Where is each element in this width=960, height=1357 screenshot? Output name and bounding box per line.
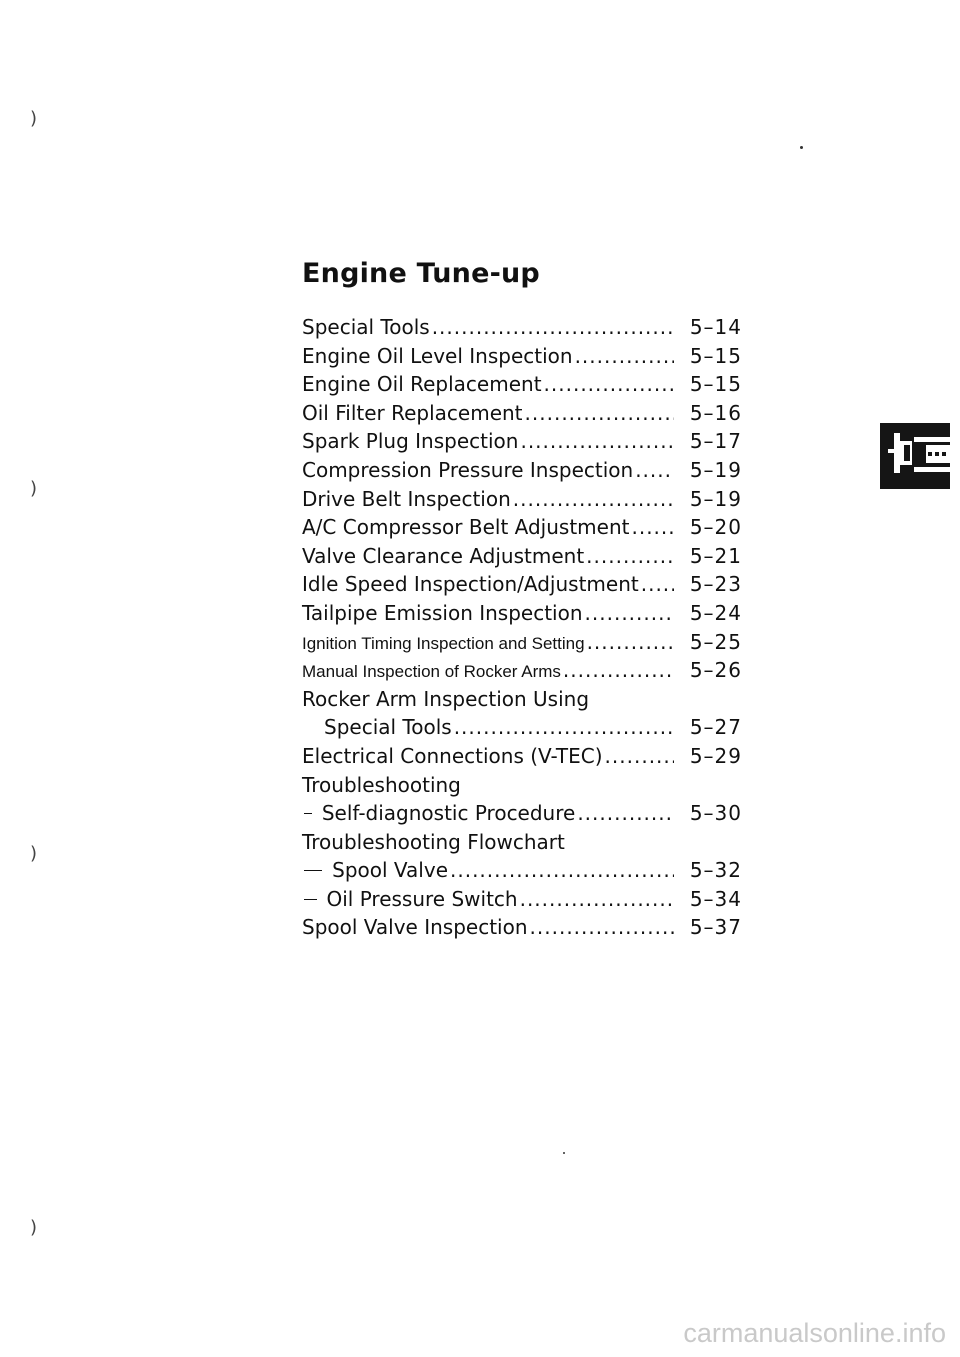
toc-leader: [563, 656, 674, 685]
speck: [800, 146, 803, 149]
toc-leader: [432, 313, 674, 342]
toc-entry-label: Idle Speed Inspection/Adjustment: [302, 572, 639, 597]
toc-leader: [454, 713, 674, 742]
toc-entry-label: A/C Compressor Belt Adjustment: [302, 515, 630, 540]
toc-group-heading: [302, 685, 742, 714]
toc-leader: [577, 799, 674, 828]
binding-mark: ): [30, 1217, 38, 1238]
toc-entry[interactable]: [302, 370, 742, 399]
toc-entry-label: Self-diagnostic Procedure: [321, 801, 576, 826]
toc-leader: [641, 570, 674, 599]
toc-entry-label: Manual Inspection of Rocker Arms: [302, 662, 561, 682]
toc-leader: [520, 427, 674, 456]
toc-leader: [635, 456, 674, 485]
toc-entry-label: Tailpipe Emission Inspection: [302, 600, 583, 625]
toc-entry[interactable]: [302, 542, 742, 571]
toc-leader: [605, 742, 674, 771]
toc-leader: [450, 856, 674, 885]
toc-entry-page: 5–29: [689, 743, 742, 768]
toc-entry[interactable]: [302, 570, 742, 599]
toc-entry-page: 5–16: [689, 400, 742, 425]
dash-rule: [304, 899, 317, 900]
binding-mark: ): [30, 843, 38, 864]
toc-entry[interactable]: [302, 656, 742, 685]
toc-group-heading: [302, 828, 742, 857]
toc-entry-label: Spark Plug Inspection: [302, 429, 519, 454]
toc-entry-label: Drive Belt Inspection: [302, 486, 511, 511]
toc-entry[interactable]: [302, 856, 742, 885]
dash-rule: [304, 813, 312, 814]
toc-entry[interactable]: [302, 313, 742, 342]
toc-entry[interactable]: [302, 427, 742, 456]
toc-entry-label: Special Tools: [324, 715, 452, 740]
toc-entry-page: 5–30: [689, 801, 742, 826]
toc-entry-label: Engine Oil Replacement: [302, 372, 542, 397]
toc-entry[interactable]: [302, 399, 742, 428]
section-tab[interactable]: [880, 423, 950, 489]
toc-leader: [520, 885, 674, 914]
toc-entry-label: Engine Oil Level Inspection: [302, 343, 573, 368]
speck: [563, 1152, 565, 1154]
toc-entry-page: 5–19: [689, 486, 742, 511]
toc-entry-page: 5–15: [689, 372, 742, 397]
toc-leader: [587, 628, 674, 657]
toc-entry-label: Oil Filter Replacement: [302, 400, 523, 425]
toc-group-heading: [302, 771, 742, 800]
toc-entry[interactable]: [302, 599, 742, 628]
toc-entry-page: 5–20: [689, 515, 742, 540]
toc-entry-page: 5–14: [689, 315, 742, 339]
toc-leader: [585, 599, 674, 628]
toc-entry[interactable]: [302, 799, 742, 828]
toc-entry-label: Compression Pressure Inspection: [302, 457, 634, 482]
toc-entry-label: Electrical Connections (V-TEC): [302, 743, 603, 768]
toc-leader: [586, 542, 674, 571]
toc-entry-page: 5–21: [689, 543, 742, 568]
binding-mark: ): [30, 478, 38, 499]
page-title: Engine Tune-up: [302, 258, 540, 289]
toc-entry-page: 5–24: [689, 600, 742, 625]
toc-entry[interactable]: [302, 742, 742, 771]
toc-entry-label: Ignition Timing Inspection and Setting: [302, 633, 585, 653]
toc-entry-page: 5–26: [689, 658, 742, 683]
toc-entry[interactable]: [302, 628, 742, 657]
toc-entry-page: 5–25: [689, 629, 742, 654]
toc-entry-label: Troubleshooting: [302, 772, 461, 797]
toc-entry-page: 5–17: [689, 429, 742, 454]
toc-entry[interactable]: [302, 885, 742, 914]
toc-entry-label: Spool Valve: [332, 858, 448, 883]
toc-entry-page: 5–19: [689, 457, 742, 482]
table-of-contents: [302, 313, 742, 942]
toc-entry-page: 5–37: [689, 915, 742, 940]
toc-entry-page: 5–23: [689, 572, 742, 597]
toc-leader: [575, 342, 674, 371]
toc-entry[interactable]: [302, 342, 742, 371]
dash-rule: [304, 870, 322, 871]
engine-icon: [880, 423, 950, 489]
toc-leader: [544, 370, 674, 399]
toc-entry-page: 5–15: [689, 343, 742, 368]
toc-leader: [530, 913, 674, 942]
toc-entry[interactable]: [302, 913, 742, 942]
toc-entry-page: 5–27: [689, 715, 742, 740]
toc-leader: [525, 399, 674, 428]
toc-entry-page: 5–34: [689, 886, 742, 911]
toc-entry[interactable]: [302, 513, 742, 542]
toc-entry-label: Oil Pressure Switch: [326, 886, 518, 911]
toc-entry[interactable]: [302, 485, 742, 514]
toc-entry-label: Rocker Arm Inspection Using: [302, 686, 590, 711]
binding-mark: ): [30, 108, 38, 129]
toc-leader: [513, 485, 674, 514]
toc-entry[interactable]: [302, 456, 742, 485]
toc-leader: [631, 513, 674, 542]
toc-entry-label: Valve Clearance Adjustment: [302, 543, 585, 568]
toc-entry-label: Spool Valve Inspection: [302, 915, 528, 940]
toc-entry-label: Special Tools: [302, 315, 430, 339]
toc-entry-page: 5–32: [689, 858, 742, 883]
watermark-url: carmanualsonline.info: [683, 1318, 946, 1348]
toc-entry[interactable]: [302, 713, 742, 742]
toc-entry-label: Troubleshooting Flowchart: [302, 829, 565, 854]
